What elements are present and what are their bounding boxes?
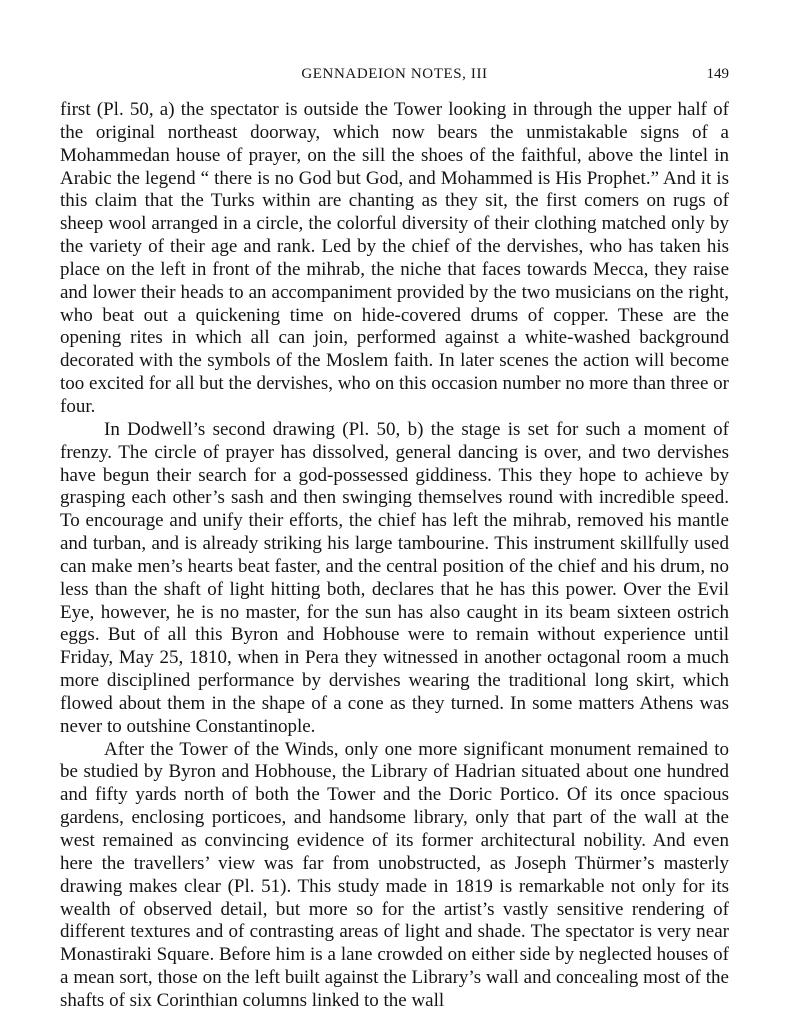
running-title: GENNADEION NOTES, III <box>301 66 488 82</box>
body-text <box>60 99 729 1013</box>
document-page <box>60 0 729 1024</box>
paragraph-3: After the Tower of the Winds, only one more significant monument remained to be studied by Byron and Hobhouse, the Library of Hadrian situated about one hundred and fifty yards north of both the Tower and the Doric Portico. Of its once spacious gardens, enclosing porticoes, and handsome library, only that part of the wall at the west remained as convincing evidence of its former architectural nobility. And even here the travellers’ view was far from unobstructed, as Joseph Thürmer’s masterly drawing makes clear (Pl. 51). This study made in 1819 is remarkable not only for its wealth of observed detail, but more so for the artist’s vastly sensitive rendering of different textures and of contrasting areas of light and shade. The spectator is very near Monastiraki Square. Before him is a lane crowded on either side by neglected houses of a mean sort, those on the left built against the Library’s wall and concealing most of the shafts of six Corinthian columns linked to the wall <box>60 738 729 1011</box>
paragraph-1: first (Pl. 50, a) the spectator is outside the Tower looking in through the upper half of the original northeast doorway, which now bears the unmistakable signs of a Mohammedan house of prayer, on the sill the shoes of the faithful, above the lintel in Arabic the legend “ there is no God but God, and Mohammed is His Prophet.” And it is this claim that the Turks within are chanting as they sit, the first comers on rugs of sheep wool arranged in a circle, the colorful diversity of their clothing matched only by the variety of their age and rank. Led by the chief of the dervishes, who has taken his place on the left in front of the mihrab, the niche that faces towards Mecca, they raise and lower their heads to an accompaniment provided by the two musicians on the right, who beat out a quickening time on hide-covered drums of copper. These are the opening rites in which all can join, performed against a white-washed background decorated with the symbols of the Moslem faith. In later scenes the action will become too excited for all but the dervishes, who on this occasion number no more than three or four. <box>60 99 729 417</box>
paragraph-2: In Dodwell’s second drawing (Pl. 50, b) the stage is set for such a moment of frenzy. The circle of prayer has dissolved, general dancing is over, and two dervishes have begun their search for a god-possessed giddiness. This they hope to achieve by grasping each other’s sash and then swinging themselves round with incredible speed. To encourage and unify their efforts, the chief has left the mihrab, removed his mantle and turban, and is already striking his large tambourine. This instrument skillfully used can make men’s hearts beat faster, and the central position of the chief and his drum, no less than the shaft of light hitting both, declares that he has this power. Over the Evil Eye, however, he is no master, for the sun has also caught in its beam sixteen ostrich eggs. But of all this Byron and Hobhouse were to remain without experience until Friday, May 25, 1810, when in Pera they witnessed in another octagonal room a much more disciplined performance by dervishes wearing the traditional long skirt, which flowed about them in the shape of a cone as they turned. In some matters Athens was never to outshine Constantinople. <box>60 418 729 737</box>
page-number: 149 <box>706 66 729 82</box>
running-head <box>60 66 729 86</box>
